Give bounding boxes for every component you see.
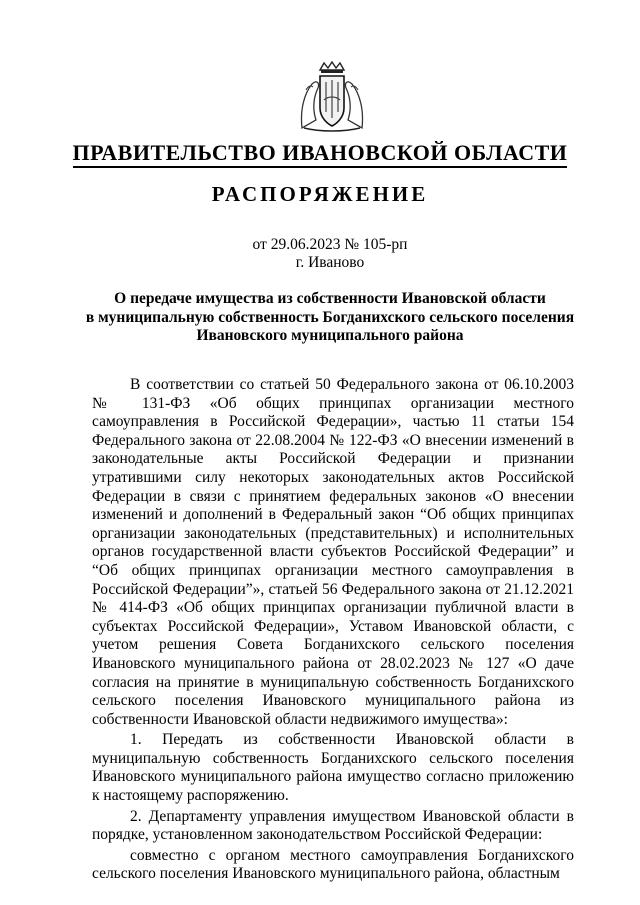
government-name [0, 140, 640, 166]
subject-line-1: О передаче имущества из собственности Ивановской области [114, 290, 546, 307]
document-body [92, 376, 574, 884]
item-2-sub-paragraph: совместно с органом местного самоуправления Богданихского сельского поселения Ивановского муниципального района, областным [92, 846, 574, 883]
document-type: РАСПОРЯЖЕНИЕ [211, 182, 429, 206]
city: г. Иваново [295, 254, 365, 271]
coat-of-arms-icon [296, 60, 368, 134]
date-number: от 29.06.2023 № 105-рп [252, 236, 408, 253]
preamble-paragraph: В соответствии со статьей 50 Федерального закона от 06.10.2003 № 131-ФЗ «Об общих принципах организации местного самоуправления в Российской Федерации», частью 11 статьи 154 Федерального закона от 22.08.2004 № 122-ФЗ «О внесении изменений в законодательные акты Российской Федерации и признании утратившими силу некоторых законодательных актов Российской Федерации в связи с принятием федеральных законов «О внесении изменений и дополнений в Федеральный закон “Об общих принципах организации законодательных (представительных) и исполнительных органов государственной власти субъектов Российской Федерации” и “Об общих принципах организации местного самоуправления в Российской Федерации”», статьей 56 Федерального закона от 21.12.2021 № 414-ФЗ «Об общих принципах организации публичной власти в субъектах Российской Федерации», Уставом Ивановской области, с учетом решения Совета Богданихского сельского поселения Ивановского муниципального района от 28.02.2023 № 127 «О даче согласия на принятие в муниципальную собственность Богданихского сельского поселения Ивановского муниципального района из собственности Ивановской области недвижимого имущества»: [92, 376, 574, 728]
subject-line-3: Ивановского муниципального района [196, 327, 464, 344]
item-2-paragraph: 2. Департаменту управления имуществом Ивановской области в порядке, установленном законодательством Российской Федерации: [92, 807, 574, 844]
document-subject [60, 290, 600, 346]
item-1-paragraph: 1. Передать из собственности Ивановской области в муниципальную собственность Богданихского сельского поселения Ивановского муниципального района имущество согласно приложению к настоящему распоряжению. [92, 731, 574, 805]
document-meta [0, 236, 640, 272]
government-name-text: ПРАВИТЕЛЬСТВО ИВАНОВСКОЙ ОБЛАСТИ [73, 140, 568, 168]
subject-line-2: в муниципальную собственность Богданихского сельского поселения [85, 308, 575, 326]
